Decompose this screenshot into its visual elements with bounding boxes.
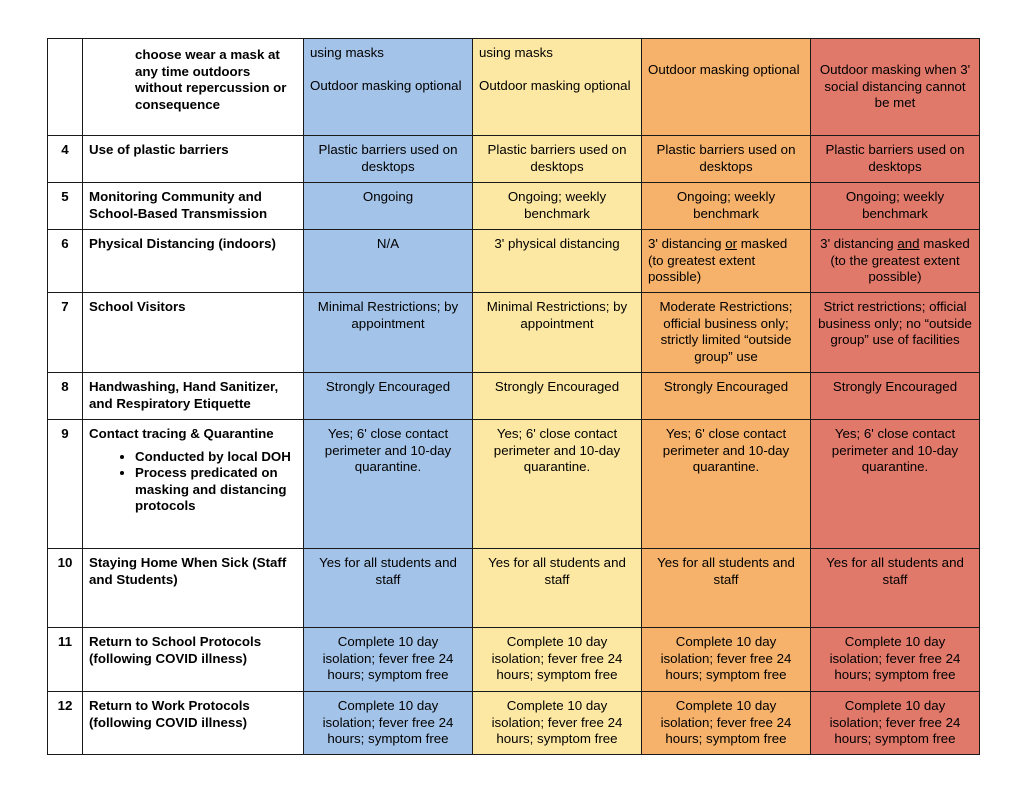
category-bullets — [89, 449, 297, 515]
row-number: 12 — [48, 692, 83, 755]
table-row — [48, 39, 980, 136]
level-2-cell — [473, 39, 642, 136]
level-1-cell: Ongoing — [304, 183, 473, 230]
cell-line: using masks — [479, 45, 553, 60]
level-2-cell: Complete 10 day isolation; fever free 24 hours; symptom free — [473, 692, 642, 755]
cell-text: masked (to the greatest extent possible) — [830, 236, 970, 284]
level-3-cell: Outdoor masking optional — [642, 39, 811, 136]
row-category — [83, 420, 304, 549]
level-4-cell: Strict restrictions; official business only; no “outside group” use of facilities — [811, 293, 980, 373]
level-2-cell: Strongly Encouraged — [473, 373, 642, 420]
table-row — [48, 230, 980, 293]
level-4-cell: Yes for all students and staff — [811, 549, 980, 628]
row-number: 10 — [48, 549, 83, 628]
level-1-cell: Minimal Restrictions; by appointment — [304, 293, 473, 373]
level-3-cell: Yes; 6' close contact perimeter and 10-day quarantine. — [642, 420, 811, 549]
level-1-cell: Strongly Encouraged — [304, 373, 473, 420]
level-1-cell: Plastic barriers used on desktops — [304, 136, 473, 183]
row-number — [48, 39, 83, 136]
level-2-cell: Plastic barriers used on desktops — [473, 136, 642, 183]
level-1-cell — [304, 39, 473, 136]
cell-line: using masks — [310, 45, 384, 60]
level-1-cell: Yes; 6' close contact perimeter and 10-day quarantine. — [304, 420, 473, 549]
row-category: Staying Home When Sick (Staff and Students) — [83, 549, 304, 628]
bullet-item: • Conducted by local DOH — [135, 449, 297, 466]
level-4-cell — [811, 230, 980, 293]
row-category: Return to Work Protocols (following COVID illness) — [83, 692, 304, 755]
level-3-cell: Complete 10 day isolation; fever free 24 hours; symptom free — [642, 692, 811, 755]
level-1-cell: Complete 10 day isolation; fever free 24 hours; symptom free — [304, 692, 473, 755]
row-number: 4 — [48, 136, 83, 183]
row-number: 8 — [48, 373, 83, 420]
cell-line: Outdoor masking optional — [479, 77, 631, 93]
mitigation-table — [47, 38, 980, 755]
level-3-cell: Plastic barriers used on desktops — [642, 136, 811, 183]
level-4-cell: Complete 10 day isolation; fever free 24 hours; symptom free — [811, 628, 980, 692]
row-category: School Visitors — [83, 293, 304, 373]
row-category: Monitoring Community and School-Based Transmission — [83, 183, 304, 230]
row-number: 5 — [48, 183, 83, 230]
level-3-cell: Yes for all students and staff — [642, 549, 811, 628]
level-3-cell: Strongly Encouraged — [642, 373, 811, 420]
level-1-cell: Yes for all students and staff — [304, 549, 473, 628]
table-row — [48, 420, 980, 549]
row-category: Physical Distancing (indoors) — [83, 230, 304, 293]
level-2-cell: Yes; 6' close contact perimeter and 10-day quarantine. — [473, 420, 642, 549]
level-1-cell: Complete 10 day isolation; fever free 24 hours; symptom free — [304, 628, 473, 692]
row-category: Handwashing, Hand Sanitizer, and Respiratory Etiquette — [83, 373, 304, 420]
bullet-item: • Process predicated on masking and distancing protocols — [135, 465, 297, 515]
level-4-cell: Plastic barriers used on desktops — [811, 136, 980, 183]
cell-line: Outdoor masking optional — [310, 77, 462, 93]
row-category: Use of plastic barriers — [83, 136, 304, 183]
level-4-cell: Ongoing; weekly benchmark — [811, 183, 980, 230]
underlined-word: or — [725, 236, 738, 251]
table-row — [48, 549, 980, 628]
level-2-cell: Ongoing; weekly benchmark — [473, 183, 642, 230]
level-3-cell: Moderate Restrictions; official business only; strictly limited “outside group” use — [642, 293, 811, 373]
table-row — [48, 183, 980, 230]
level-2-cell: 3' physical distancing — [473, 230, 642, 293]
level-2-cell: Minimal Restrictions; by appointment — [473, 293, 642, 373]
table-row — [48, 628, 980, 692]
cell-text: 3' distancing — [820, 236, 898, 251]
level-4-cell: Strongly Encouraged — [811, 373, 980, 420]
level-4-cell: Outdoor masking when 3' social distancing cannot be met — [811, 39, 980, 136]
table-row — [48, 293, 980, 373]
table-row — [48, 692, 980, 755]
category-title: Contact tracing & Quarantine — [89, 426, 274, 441]
table-row — [48, 373, 980, 420]
row-number: 9 — [48, 420, 83, 549]
level-2-cell: Complete 10 day isolation; fever free 24 hours; symptom free — [473, 628, 642, 692]
level-4-cell: Complete 10 day isolation; fever free 24 hours; symptom free — [811, 692, 980, 755]
underlined-word: and — [897, 236, 920, 251]
level-1-cell: N/A — [304, 230, 473, 293]
cell-text: masked (to greatest extent possible) — [648, 236, 788, 284]
row-number: 7 — [48, 293, 83, 373]
level-4-cell: Yes; 6' close contact perimeter and 10-day quarantine. — [811, 420, 980, 549]
row-category: Return to School Protocols (following COVID illness) — [83, 628, 304, 692]
row-number: 11 — [48, 628, 83, 692]
cell-text: 3' distancing — [648, 236, 726, 251]
row-number: 6 — [48, 230, 83, 293]
level-3-cell: Ongoing; weekly benchmark — [642, 183, 811, 230]
row-category: choose wear a mask at any time outdoors without repercussion or consequence — [83, 39, 304, 136]
level-3-cell: Complete 10 day isolation; fever free 24 hours; symptom free — [642, 628, 811, 692]
table-row — [48, 136, 980, 183]
level-3-cell — [642, 230, 811, 293]
level-2-cell: Yes for all students and staff — [473, 549, 642, 628]
